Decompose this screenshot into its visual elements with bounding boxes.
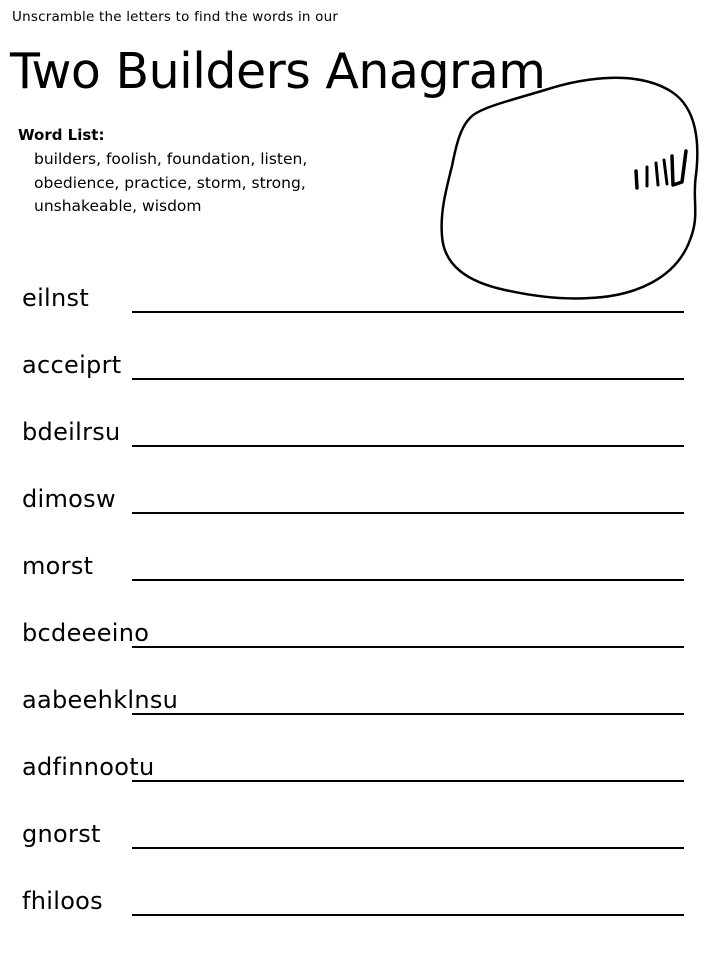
scrambled-word: morst — [22, 552, 94, 580]
word-list — [34, 148, 414, 219]
anagram-row — [22, 283, 686, 323]
anagram-row — [22, 752, 686, 792]
answer-line[interactable] — [132, 713, 684, 715]
page-title: Two Builders Anagram — [10, 43, 546, 100]
scrambled-word: eilnst — [22, 284, 90, 312]
answer-line[interactable] — [132, 579, 684, 581]
answer-line[interactable] — [132, 914, 684, 916]
answer-line[interactable] — [132, 847, 684, 849]
anagram-row — [22, 417, 686, 457]
answer-line[interactable] — [132, 378, 684, 380]
anagram-row — [22, 819, 686, 859]
scrambled-word: acceiprt — [22, 351, 122, 379]
anagram-row — [22, 551, 686, 591]
scrambled-word: bcdeeeino — [22, 619, 150, 647]
anagram-row — [22, 685, 686, 725]
answer-line[interactable] — [132, 512, 684, 514]
anagram-row — [22, 886, 686, 926]
scrambled-word: gnorst — [22, 820, 101, 848]
word-list-heading: Word List: — [18, 126, 105, 144]
anagram-row — [22, 618, 686, 658]
instruction-text: Unscramble the letters to find the words in our — [12, 9, 339, 25]
word-list-line: unshakeable, wisdom — [34, 197, 202, 215]
anagram-row — [22, 484, 686, 524]
rock-icon — [436, 66, 702, 306]
answer-line[interactable] — [132, 646, 684, 648]
scrambled-word: fhiloos — [22, 887, 103, 915]
answer-line[interactable] — [132, 445, 684, 447]
anagram-row — [22, 350, 686, 390]
scrambled-word: bdeilrsu — [22, 418, 121, 446]
scrambled-word: aabeehklnsu — [22, 686, 179, 714]
word-list-line: obedience, practice, storm, strong, — [34, 173, 306, 192]
scrambled-word: adfinnootu — [22, 753, 155, 781]
answer-line[interactable] — [132, 780, 684, 782]
answer-line[interactable] — [132, 311, 684, 313]
scrambled-word: dimosw — [22, 485, 116, 513]
word-list-line: builders, foolish, foundation, listen, — [34, 150, 308, 168]
